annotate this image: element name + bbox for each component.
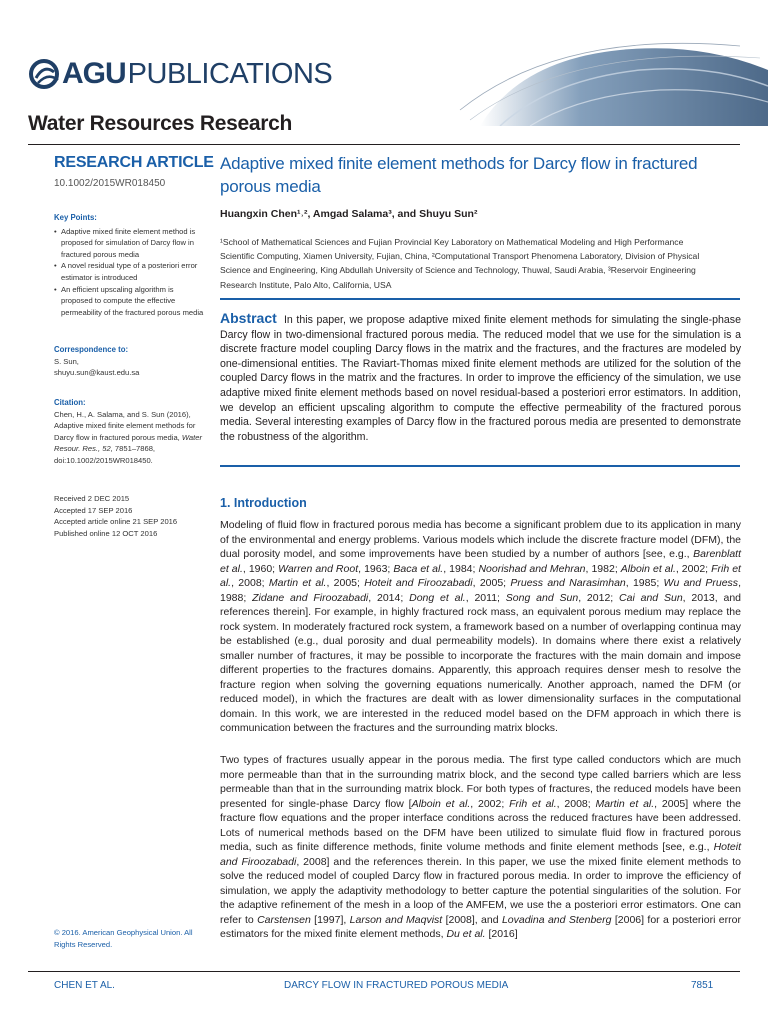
- citation-author-ref[interactable]: Frih et al.: [509, 797, 557, 810]
- abstract-text: In this paper, we propose adaptive mixed finite element methods for simulating the single-phase Darcy flow in two-dimensional fractured porous media. The reduced model that we use for the simulation is a discrete fracture model coupling Darcy flows in the matrix and the fractures, and the fractures are modeled by one-dimensional entities. The Raviart-Thomas mixed finite element methods are utilized for the solution of the coupled Darcy flows in the matrix and the fractures. In order to improve the efficiency of the simulation, we use adaptive mixed finite element methods based on novel residual-based a posteriori error estimators. In addition, we develop an efficient upscaling algorithm to compute the effective permeability of the fractured porous media. Several interesting examples of Darcy flow in the fractured porous media are presented to demonstrate the robustness of the algorithm.: [220, 314, 741, 443]
- citation-author-ref[interactable]: Hoteit and Firoozabadi: [364, 577, 473, 589]
- citation-author-ref[interactable]: Martin et al.: [595, 797, 655, 810]
- key-point: • A novel residual type of a posteriori error estimator is introduced: [54, 260, 204, 283]
- intro-paragraph-2: [220, 753, 741, 942]
- agu-globe-icon: [28, 58, 64, 90]
- citation-author-ref[interactable]: Zidane and Firoozabadi: [252, 591, 369, 604]
- body-text-run: , 2002;: [470, 797, 510, 810]
- body-text-run: [1997],: [310, 913, 350, 926]
- section-heading-introduction: 1. Introduction: [220, 496, 307, 510]
- citation-block: [54, 397, 204, 467]
- article-affiliations: ¹School of Mathematical Sciences and Fujian Provincial Key Laboratory on Mathematical Modeling and High Performance Scientific Computing, Xiamen University, Fujian, China, ²Computational Transport Phenomena Laboratory, Division of Physical Science and Engineering, King Abdullah University of Science and Technology, Thuwal, Saudi Arabia, ³Reservoir Engineering Research Institute, Palo Alto, California, USA: [220, 237, 700, 290]
- accepted-online-date: Accepted article online 21 SEP 2016: [54, 517, 178, 527]
- footer-page-number: 7851: [691, 980, 714, 991]
- body-text-run: , 2011;: [465, 591, 506, 604]
- body-text-run: [2016]: [485, 928, 518, 940]
- citation-pages: 7851–7868, doi:10.1002/2015WR018450.: [54, 444, 156, 465]
- body-text-run: , 2005;: [472, 577, 511, 589]
- citation-author-ref[interactable]: Barenblatt et al.: [220, 548, 741, 575]
- correspondence-name: S. Sun,: [54, 356, 79, 366]
- article-title: Adaptive mixed finite element methods for Darcy flow in fractured porous media: [220, 154, 698, 196]
- agu-publications-logo[interactable]: [28, 56, 332, 92]
- body-text-run: , 1985;: [625, 577, 664, 589]
- body-text-run: , 2005] where the fracture flow equations and the proper interface conditions across the reduced fractures have been addressed. Lots of numerical methods based on the DFM have been utilized to simulate fluid flow in fractured porous media, such as finite difference methods, finite volume methods and finite element methods [see, e.g.,: [220, 797, 741, 853]
- body-text-run: Modeling of fluid flow in fractured porous media has become a significant problem due to its application in many of the environmental and energy problems. Various models which include the discrete fracture model (DFM), the dual porosity model, and some improvements have been studied by a number of authors [see, e.g.,: [220, 519, 741, 560]
- history-dates-block: [54, 493, 204, 539]
- footer-authors: CHEN ET AL.: [54, 980, 115, 991]
- body-text-run: , 2014;: [368, 591, 410, 604]
- citation-author-ref[interactable]: Larson and Maqvist: [349, 913, 443, 926]
- citation-text: [54, 409, 204, 467]
- body-text-run: , 2008;: [231, 577, 269, 589]
- journal-title: Water Resources Research: [28, 112, 292, 135]
- footer-rule: [28, 971, 740, 972]
- citation-author-ref[interactable]: Lovadina and Stenberg: [501, 913, 612, 926]
- ocean-wave-banner-image: [440, 40, 768, 126]
- body-text-run: , 2012;: [578, 591, 620, 604]
- citation-authors: Chen, H., A. Salama, and S. Sun (2016), Adaptive mixed finite element methods for Darcy flow in fractured porous media,: [54, 409, 196, 442]
- citation-author-ref[interactable]: Hoteit and Firoozabadi: [220, 841, 741, 868]
- article-authors: Huangxin Chen¹˒², Amgad Salama³, and Shuyu Sun²: [220, 208, 478, 220]
- key-point: • Adaptive mixed finite element method is proposed for simulation of Darcy flow in fractured porous media: [54, 226, 204, 261]
- citation-author-ref[interactable]: Baca et al.: [393, 562, 444, 575]
- body-text-run: , 1982;: [585, 562, 621, 575]
- abstract-bottom-rule: [220, 465, 740, 467]
- abstract-top-rule: [220, 298, 740, 300]
- correspondence-email[interactable]: shuyu.sun@kaust.edu.sa: [54, 368, 140, 378]
- body-text-run: , 1988;: [220, 577, 741, 604]
- citation-author-ref[interactable]: Dong et al.: [409, 591, 466, 604]
- citation-author-ref[interactable]: Carstensen: [257, 913, 311, 926]
- logo-publications-text: PUBLICATIONS: [127, 57, 333, 90]
- body-text-run: , 1963;: [358, 562, 394, 575]
- abstract: [220, 311, 741, 444]
- citation-author-ref[interactable]: Martin et al.: [268, 577, 327, 589]
- body-text-run: , 2008] and the references therein. In this paper, we use the mixed finite element methods to solve the reduced model of coupled Darcy flow in fractured porous media. In order to improve the efficiency of simulation, we apply the adaptivity methodology to better capture the potential singularities of the solution. For the adaptive refinement of the mesh in a loop of the AMFEM, we use the a posteriori error estimators. One can refer to: [220, 855, 741, 926]
- body-text-run: [2008], and: [442, 913, 502, 926]
- body-text-run: , 2013, and references therein]. For example, in highly fractured rock mass, an equivalent porous medium may replace the rock system. In moderately fractured rock system, a framework based on a number of overlapping continua may be established (e.g., dual porosity and dual permeability models). In domains where there exist a relatively smaller number of fractures, it may be possible to incorporate the fractures with the main domain and impose different properties to the fractures domains. Apparently, this approach requires denser mesh to resolve the fracture region when solving the governing equations numerically. Another approach, named the DFM (or reduced model), in which the fractures are dealt with as lower dimensionality surfaces in the computational domain. In this work, we are interested in the reduced model based on the DFM approach in which there is communication between the fractures and the surrounding matrix blocks.: [220, 591, 742, 734]
- body-text-run: , 1960;: [242, 562, 279, 575]
- footer-running-title: DARCY FLOW IN FRACTURED POROUS MEDIA: [284, 980, 509, 991]
- copyright-notice: © 2016. American Geophysical Union. All Rights Reserved.: [54, 928, 193, 949]
- citation-author-ref[interactable]: Cai and Sun: [619, 591, 683, 604]
- accepted-date: Accepted 17 SEP 2016: [54, 505, 133, 515]
- citation-author-ref[interactable]: Alboin et al.: [620, 562, 676, 575]
- citation-author-ref[interactable]: Noorishad and Mehran: [478, 562, 586, 575]
- abstract-label: Abstract: [220, 310, 277, 326]
- key-points-block: [54, 212, 204, 318]
- citation-author-ref[interactable]: Warren and Root: [278, 562, 359, 575]
- header-rule: [28, 144, 740, 145]
- citation-author-ref[interactable]: Du et al.: [446, 928, 486, 940]
- article-type: RESEARCH ARTICLE: [54, 154, 214, 171]
- citation-author-ref[interactable]: Wu and Pruess: [663, 577, 739, 589]
- intro-paragraph-1: [220, 518, 741, 736]
- body-text-run: , 2002;: [675, 562, 712, 575]
- citation-author-ref[interactable]: Song and Sun: [505, 591, 579, 604]
- correspondence-heading: Correspondence to:: [54, 345, 129, 354]
- body-text-run: [2006] for a posteriori error estimators for the mixed finite element methods,: [220, 913, 741, 940]
- key-points-list: [54, 226, 204, 319]
- citation-author-ref[interactable]: Frih et al.: [220, 562, 741, 589]
- article-doi[interactable]: 10.1002/2015WR018450: [54, 178, 166, 189]
- body-text-run: , 1984;: [443, 562, 479, 575]
- key-point: • An efficient upscaling algorithm is proposed to compute the effective permeability of the fractured porous media: [54, 284, 204, 319]
- citation-author-ref[interactable]: Pruess and Narasimhan: [510, 577, 626, 589]
- citation-heading: Citation:: [54, 398, 86, 407]
- citation-author-ref[interactable]: Alboin et al.: [411, 797, 471, 810]
- body-text-run: , 2008;: [556, 797, 596, 810]
- published-online-date: Published online 12 OCT 2016: [54, 528, 158, 538]
- logo-agu-text: AGU: [62, 57, 126, 90]
- body-text-run: , 2005;: [326, 577, 365, 589]
- correspondence-block: [54, 344, 204, 379]
- key-points-heading: Key Points:: [54, 213, 97, 222]
- received-date: Received 2 DEC 2015: [54, 494, 130, 503]
- citation-journal: Water Resour. Res., 52,: [54, 432, 203, 454]
- body-text-run: Two types of fractures usually appear in the porous media. The first type called conductors which are much more permeable than that in the surrounding matrix block, and the second type called barriers which are less permeable than that in the surrounding matrix block. For both types of fractures, the reduced models have been presented for single-phase Darcy flow [: [220, 754, 741, 810]
